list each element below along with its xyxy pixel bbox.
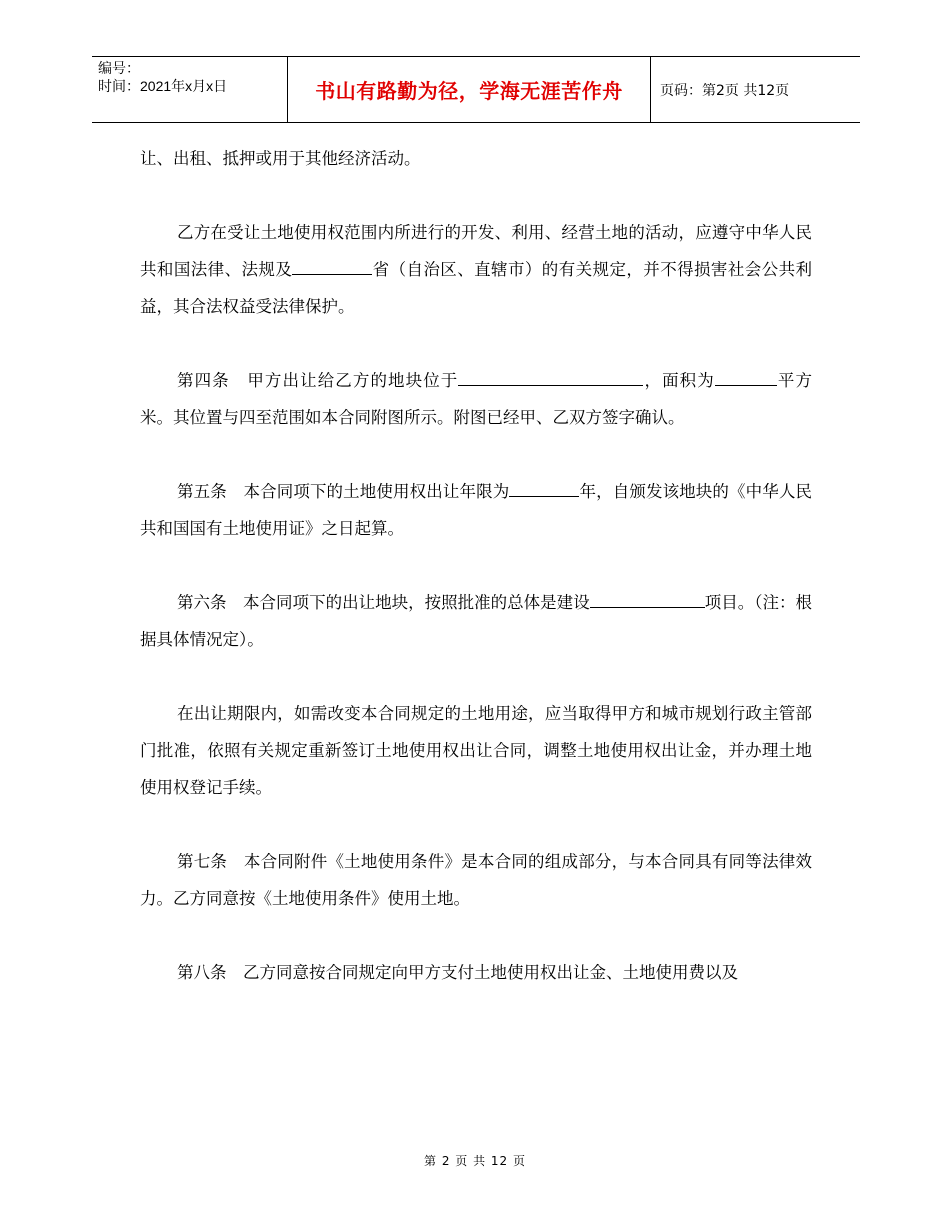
paragraph-text: 第六条 本合同项下的出让地块，按照批准的总体是建设 (177, 593, 590, 612)
paragraph-text: ，面积为 (643, 371, 715, 390)
paragraph-land-use-change (140, 695, 812, 806)
paragraph-text: 第五条 本合同项下的土地使用权出让年限为 (177, 482, 510, 501)
paragraph-text: 让、出租、抵押或用于其他经济活动。 (140, 149, 421, 168)
paragraph-continuation (140, 140, 812, 177)
header-meta (98, 57, 284, 122)
article-4 (140, 362, 812, 436)
paragraph-text: 乙方在受让土地使用权范围内所进行的开发、利用、经营土地的活动，应遵守中华人民共和国法律、法规及 (140, 223, 812, 279)
document-date: 时间：2021年x月x日 (98, 78, 228, 94)
header-motto: 书山有路勤为径，学海无涯苦作舟 (315, 79, 623, 103)
fill-blank-project (590, 585, 705, 608)
document-header (92, 56, 860, 123)
fill-blank-term-years (509, 474, 579, 497)
paragraph-text: 平方米。其位置与四至范围如本合同附图所示。附图已经甲、乙双方签字确认。 (140, 371, 813, 427)
paragraph-compliance (140, 214, 812, 325)
document-number-label: 编号： (98, 60, 140, 76)
header-divider (650, 57, 651, 122)
page-footer: 第 2 页 共 12 页 (424, 1154, 526, 1168)
article-7 (140, 843, 812, 917)
paragraph-text: 第七条 本合同附件《土地使用条件》是本合同的组成部分，与本合同具有同等法律效力。乙方同意按《土地使用条件》使用土地。 (140, 852, 812, 908)
document-body (140, 140, 812, 991)
paragraph-text: 第四条 甲方出让给乙方的地块位于 (177, 371, 459, 390)
article-6 (140, 584, 812, 658)
paragraph-text: 第八条 乙方同意按合同规定向甲方支付土地使用权出让金、土地使用费以及 (177, 963, 738, 982)
article-8 (140, 954, 812, 991)
paragraph-text: 在出让期限内，如需改变本合同规定的土地用途，应当取得甲方和城市规划行政主管部门批准，依照有关规定重新签订土地使用权出让合同，调整土地使用权出让金，并办理土地使用权登记手续。 (140, 704, 812, 797)
header-page-info: 页码：第2页 共12页 (660, 82, 790, 99)
fill-blank-location (458, 363, 643, 386)
paragraph-text: 省（自治区、直辖市）的有关规定，并不得损害社会公共利益，其合法权益受法律保护。 (140, 260, 813, 316)
article-5 (140, 473, 812, 547)
fill-blank-province (292, 252, 372, 275)
paragraph-text: 年，自颁发该地块的《中华人民共和国国有土地使用证》之日起算。 (140, 482, 813, 538)
paragraph-text: 项目。（注：根据具体情况定）。 (140, 593, 813, 649)
fill-blank-area (715, 363, 777, 386)
